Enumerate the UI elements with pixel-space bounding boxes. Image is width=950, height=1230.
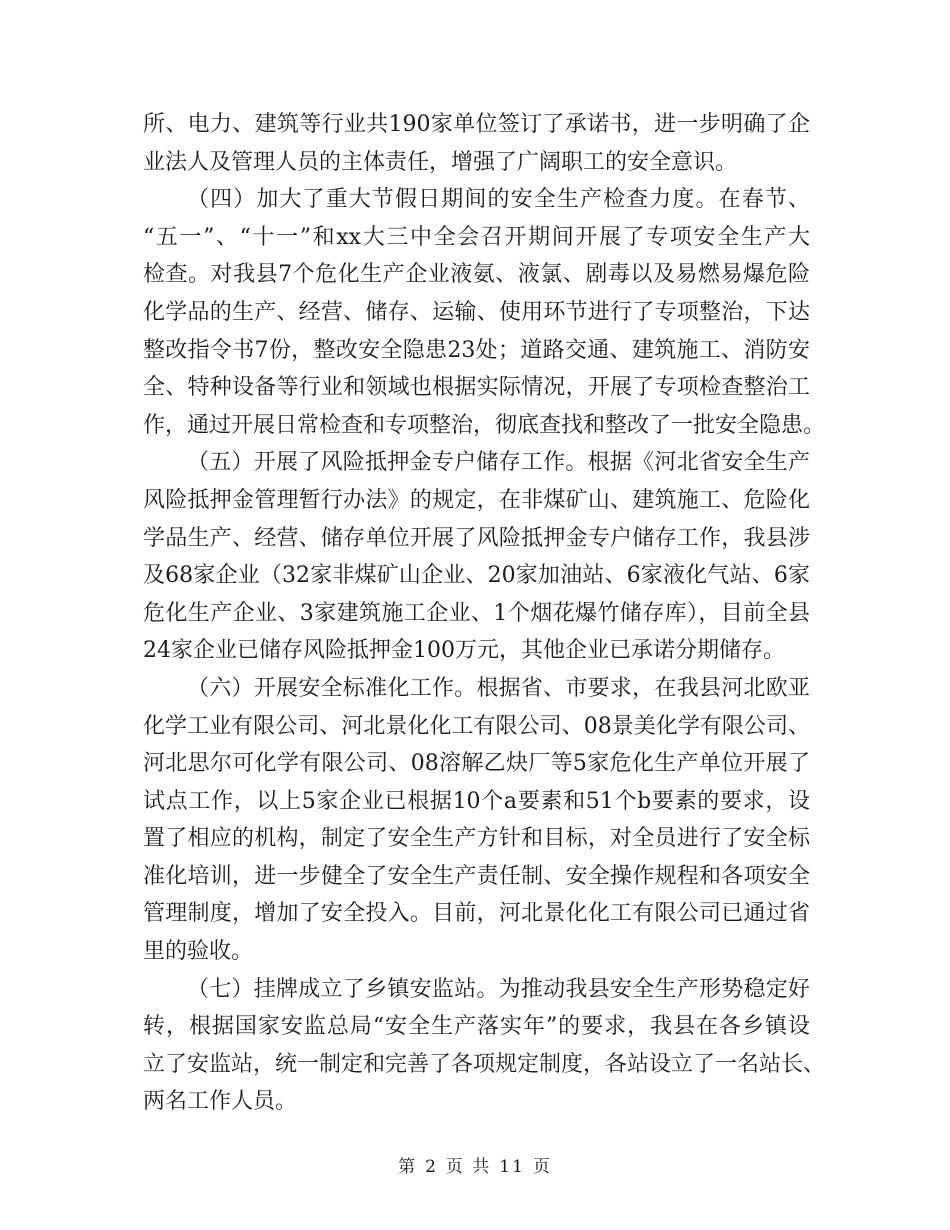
text-line: 置了相应的机构，制定了安全生产方针和目标，对全员进行了安全标 [143, 826, 810, 852]
text-line: 风险抵押金管理暂行办法》的规定，在非煤矿山、建筑施工、危险化 [143, 487, 810, 513]
text-line: （四）加大了重大节假日期间的安全生产检查力度。在春节、 [187, 187, 810, 213]
text-line: 化学品的生产、经营、储存、运输、使用环节进行了专项整治，下达 [143, 299, 810, 325]
text-line: 准化培训，进一步健全了安全生产责任制、安全操作规程和各项安全 [143, 863, 810, 889]
document-body [143, 106, 826, 1121]
text-line: 全、特种设备等行业和领域也根据实际情况，开展了专项检查整治工 [143, 375, 810, 401]
footer-middle: 页 共 [445, 1157, 492, 1177]
text-line: 试点工作，以上5家企业已根据10个a要素和51个b要素的要求，设 [143, 788, 810, 814]
text-line: 转，根据国家安监总局“安全生产落实年”的要求，我县在各乡镇设 [143, 1014, 810, 1040]
text-line: （七）挂牌成立了乡镇安监站。为推动我县安全生产形势稳定好 [187, 976, 810, 1002]
text-line: （六）开展安全标准化工作。根据省、市要求，在我县河北欧亚 [187, 675, 810, 701]
text-line: （五）开展了风险抵押金专户储存工作。根据《河北省安全生产 [187, 450, 810, 476]
text-line: 化学工业有限公司、河北景化化工有限公司、08景美化学有限公司、 [143, 713, 810, 739]
text-line: 业法人及管理人员的主体责任，增强了广阔职工的安全意识。 [143, 149, 738, 175]
text-line: 里的验收。 [143, 939, 254, 965]
text-line: 管理制度，增加了安全投入。目前，河北景化化工有限公司已通过省 [143, 901, 810, 927]
text-line: 检查。对我县7个危化生产企业液氨、液氯、剧毒以及易燃易爆危险 [143, 262, 810, 288]
footer-suffix: 页 [532, 1157, 552, 1177]
text-line: 整改指令书7份，整改安全隐患23处；道路交通、建筑施工、消防安 [143, 337, 810, 363]
text-line: 24家企业已储存风险抵押金100万元，其他企业已承诺分期储存。 [143, 638, 785, 664]
footer-page-number: 2 [425, 1157, 438, 1177]
text-line: 学品生产、经营、储存单位开展了风险抵押金专户储存工作，我县涉 [143, 525, 810, 551]
footer-total-pages: 11 [499, 1157, 525, 1177]
text-line: 河北思尔可化学有限公司、08溶解乙炔厂等5家危化生产单位开展了 [143, 751, 810, 777]
text-line: 作，通过开展日常检查和专项整治，彻底查找和整改了一批安全隐患。 [143, 412, 826, 438]
text-line: 立了安监站，统一制定和完善了各项规定制度，各站设立了一名站长、 [143, 1051, 826, 1077]
text-line: 及68家企业（32家非煤矿山企业、20家加油站、6家液化气站、6家 [143, 563, 810, 589]
text-line: “五一”、“十一”和xx大三中全会召开期间开展了专项安全生产大 [143, 224, 810, 250]
footer-prefix: 第 [398, 1157, 418, 1177]
text-line: 所、电力、建筑等行业共190家单位签订了承诺书，进一步明确了企 [143, 112, 810, 137]
text-line: 危化生产企业、3家建筑施工企业、1个烟花爆竹储存库），目前全县 [143, 600, 810, 626]
text-line: 两名工作人员。 [143, 1089, 298, 1115]
page-footer [0, 1152, 950, 1177]
